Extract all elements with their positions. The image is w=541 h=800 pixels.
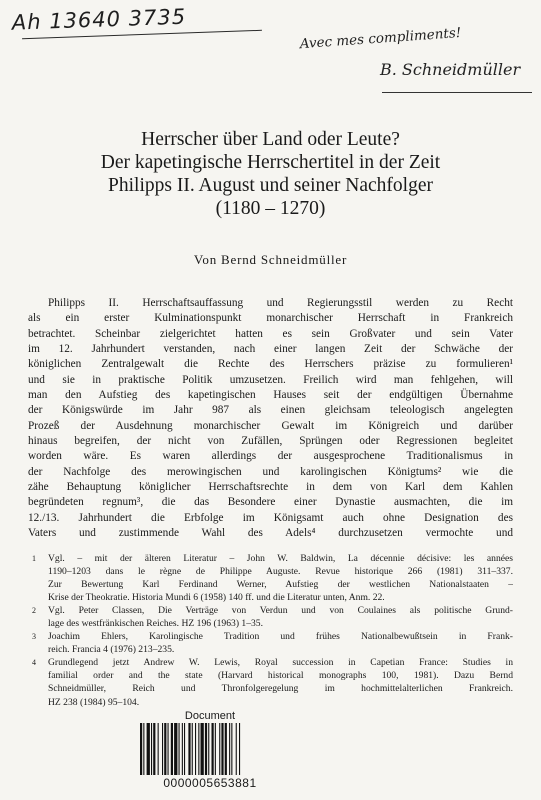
body-line: Vaters und zustimmende Wahl des Adels⁴ durchzusetzen vermochte und <box>28 527 513 540</box>
footnote <box>28 552 513 604</box>
handwritten-signature: B. Schneidmüller <box>380 60 521 79</box>
signature-underline <box>382 92 532 93</box>
barcode-bar <box>188 723 190 775</box>
barcode-bar <box>147 723 150 775</box>
barcode-bar <box>215 723 216 775</box>
barcode-bar <box>174 723 177 775</box>
footnote-line: HZ 238 (1984) 95–104. <box>48 696 140 708</box>
footnote-line: Grundlegend jetzt Andrew W. Lewis, Royal succession in Capetian France: Studies in <box>48 657 513 669</box>
barcode-bar <box>168 723 169 775</box>
barcode-bar <box>171 723 173 775</box>
barcode-bar <box>219 723 220 775</box>
footnotes <box>28 552 513 709</box>
body-line: im 12. Jahrhundert verstanden, nach einer langen Zeit der Schwäche der <box>28 343 513 356</box>
title-line: Herrscher über Land oder Leute? <box>141 129 400 150</box>
barcode-bar <box>205 723 207 775</box>
footnote-number: 2 <box>32 606 36 616</box>
body-line: Philipps II. Herrschaftsauffassung und Regierungsstil werden zu Recht <box>48 297 513 309</box>
title-line: Philipps II. August und seiner Nachfolger <box>108 175 433 196</box>
barcode-bar <box>225 723 227 775</box>
body-line: hinaus begreifen, der nicht von Zufällen, Sprüngen oder Regressionen begleitet <box>28 435 513 448</box>
barcode-bar <box>231 723 232 775</box>
body-line: der Königswürde im Jahr 987 als einen gleichsam teleologisch angelegten <box>28 404 513 417</box>
barcode-bar <box>221 723 223 775</box>
barcode-number: 0000005653881 <box>163 776 257 790</box>
barcode-bar <box>208 723 209 775</box>
footnote-line: lage des westfränkischen Reiches. HZ 196 (1963) 1–35. <box>48 618 264 630</box>
footnote-line: Joachim Ehlers, Karolingische Tradition und frühes Nationalbewußtsein in Frank- <box>48 631 513 643</box>
handwritten-dedication: Avec mes compliments! <box>299 24 462 53</box>
footnote-line: Vgl. – mit der älteren Literatur – John W. Baldwin, La décennie décisive: les années <box>48 553 513 564</box>
title-line: Der kapetingische Herrschertitel in der Zeit <box>100 152 441 173</box>
footnote-line: Schneidmüller, Reich und Thronfolgeregelung im hochmittelalterlichen Frankreich. <box>48 683 513 695</box>
barcode-bar <box>201 723 204 775</box>
barcode-bar <box>158 723 159 775</box>
footnote-line: reich. Francia 4 (1976) 213–235. <box>48 644 175 656</box>
barcode-bar <box>153 723 155 775</box>
footnote-line: Krise der Theokratie. Historia Mundi 6 (1958) 140 ff. und die Literatur unten, Anm. 22. <box>48 592 385 604</box>
body-line: der Nachfolge des merowingischen und karolingischen Königtums² wie die <box>28 465 513 478</box>
footnote-line: Zur Bewertung Karl Ferdinand Werner, Aufstieg der westlichen Nationalstaaten – <box>48 579 513 591</box>
barcode-bar <box>192 723 193 775</box>
body-line: begründeten regnum³, die das Besondere einer Dynastie ausmachten, die im <box>28 496 513 509</box>
footnote-number: 1 <box>32 554 36 563</box>
footnote <box>28 604 513 630</box>
author-byline: Von Bernd Schneidmüller <box>193 252 348 267</box>
barcode-bar <box>229 723 230 775</box>
barcode-bar <box>140 723 142 775</box>
title-line: (1180 – 1270) <box>215 198 326 219</box>
barcode-label: Document <box>184 710 236 722</box>
barcode-bar <box>236 723 237 775</box>
barcode-bar <box>162 723 163 775</box>
footnote-number: 4 <box>32 658 36 668</box>
body-line: Prozeß der Ausdehnung monarchischer Gewalt im Königreich und darüber <box>28 419 513 432</box>
article-title <box>30 128 511 220</box>
body-line: betrachtet. Scheinbar zielgerichtet hatten es sein Großvater und sein Vater <box>28 327 513 340</box>
barcode-bar <box>198 723 199 775</box>
footnote-number: 3 <box>32 632 36 642</box>
body-line: königlichen Zentralgewalt die Rechte des Herrschers präzise zu formulieren¹ <box>28 358 513 371</box>
barcode-bar <box>164 723 166 775</box>
body-line: worden wäre. Es waren allerdings der ausgesprochene Traditionalismus in <box>28 450 513 463</box>
barcode-bar <box>212 723 214 775</box>
barcode-bar <box>151 723 152 775</box>
body-line: und sie in praktische Politik umzusetzen. Freilich wird man fehlgehen, will <box>28 373 513 386</box>
barcode-bar <box>143 723 144 775</box>
handwritten-shelfmark: Ah 13640 3735 <box>11 4 187 35</box>
barcode-bar <box>195 723 196 775</box>
footnote-line: 1190–1203 dans le règne de Philippe Auguste. Revue historique 266 (1981) 311–337. <box>48 566 513 578</box>
footnote-line: Vgl. Peter Classen, Die Verträge von Verdun und von Coulaines als politische Grund- <box>48 605 513 617</box>
barcode-bar <box>239 723 240 775</box>
footnote <box>28 630 513 656</box>
body-line: als ein erster Kulminationspunkt monarchischer Herrschaft in Frankreich <box>28 312 513 325</box>
body-line: zähe Behauptung königlicher Herrschaftsrechte in dem von Karl dem Kahlen <box>28 481 513 494</box>
barcode-bar <box>182 723 183 775</box>
footnote <box>28 656 513 708</box>
body-paragraph <box>28 296 513 542</box>
footnote-line: familial order and the state (Harvard historical monographs 100, 1981). Dazu Bernd <box>48 670 513 682</box>
body-line: man den Aufstieg des kapetingischen Hauses seit der endgültigen Übernahme <box>28 389 513 402</box>
body-line: 12./13. Jahrhundert die Erbfolge im Königsamt auch ohne Designation des <box>28 511 513 524</box>
barcode-bar <box>179 723 180 775</box>
barcode-image <box>138 723 282 775</box>
barcode-bar <box>184 723 185 775</box>
